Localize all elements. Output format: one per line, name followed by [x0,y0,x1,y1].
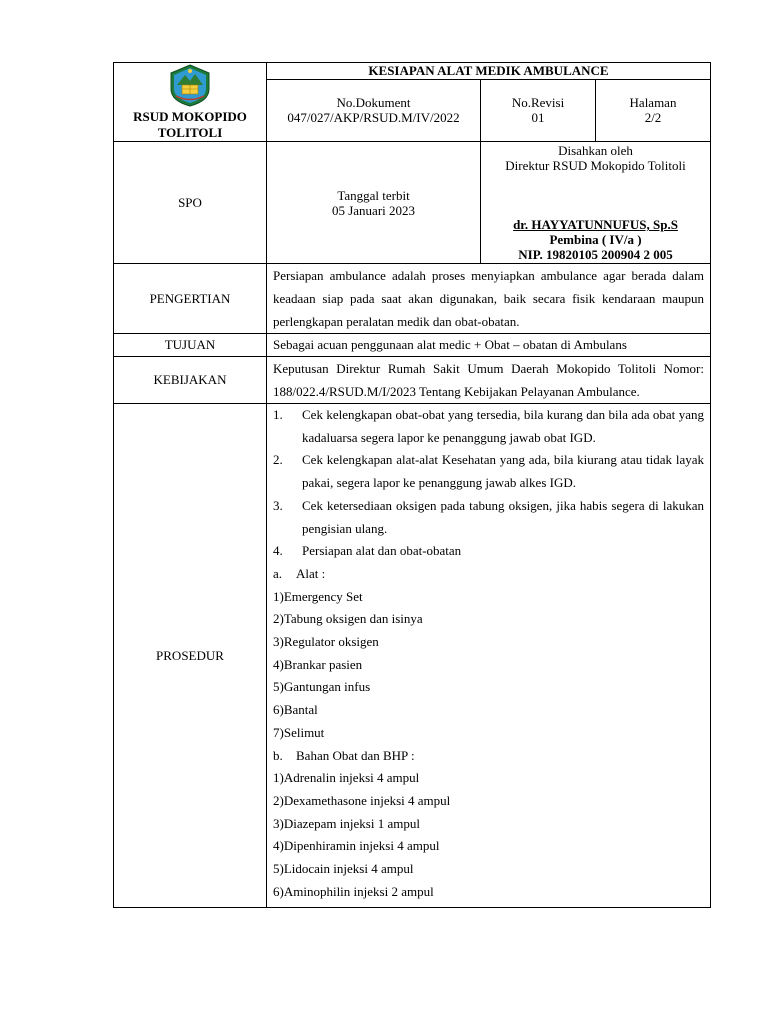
item-number: 2) [273,792,284,808]
procedure-step [273,540,704,903]
hospital-name: RSUD MOKOPIDO TOLITOLI [133,109,247,140]
list-item [273,631,704,654]
procedure-step [273,404,704,449]
step-number: 1. [273,407,283,422]
item-text: Dexamethasone injeksi 4 ampul [283,792,451,808]
item-text: Regulator oksigen [283,634,379,650]
document-number-label: No.Dokument [336,95,411,111]
step-number: 3. [273,497,283,513]
sub-item-label: Bahan Obat dan BHP : [296,747,415,763]
approver-title: Direktur RSUD Mokopido Tolitoli [505,158,686,173]
item-text: Bantal [283,702,318,718]
list-item [273,813,704,836]
spo-document [113,62,710,908]
tujuan-label: TUJUAN [114,334,267,357]
kebijakan-text: Keputusan Direktur Rumah Sakit Umum Daerah Mokopido Tolitoli Nomor: 188/022.4/RSUD.M/I/2023 Tentang Kebijakan Pelayanan Ambulance. [267,357,711,404]
item-number: 2) [273,611,284,627]
page-label: Halaman [629,95,677,111]
item-number: 4) [273,838,284,854]
item-text: Aminophilin injeksi 2 ampul [283,883,434,899]
step-number: 2. [273,452,283,468]
header-row [114,63,711,80]
list-item [273,586,704,609]
tujuan-text: Sebagai acuan penggunaan alat medic + Obat – obatan di Ambulans [267,334,711,357]
sub-list [273,563,704,904]
signer-rank: Pembina ( IV/a ) [549,232,642,247]
item-number: 1) [273,770,284,786]
document-number-value: 047/027/AKP/RSUD.M/IV/2022 [287,110,460,126]
step-text: Cek kelengkapan alat-alat Kesehatan yang ada, bila kiurang atau tidak layak pakai, segera lapor ke penanggung jawab alkes IGD. [302,452,704,491]
prosedur-label: PROSEDUR [114,404,267,908]
item-text: Tabung oksigen dan isinya [283,611,423,627]
procedure-step [273,449,704,494]
revision-label: No.Revisi [511,95,565,111]
pengertian-label: PENGERTIAN [114,264,267,334]
hospital-cell [114,63,267,142]
list-item [273,835,704,858]
document-number-cell [267,79,481,141]
item-text: Gantungan infus [283,679,371,695]
item-text: Diazepam injeksi 1 ampul [283,815,420,831]
approved-by-label: Disahkan oleh [558,143,633,158]
item-text: Lidocain injeksi 4 ampul [283,861,414,877]
sub-item-letter: b. [273,747,283,763]
issue-date-value: 05 Januari 2023 [331,202,416,218]
signer-nip: NIP. 19820105 200904 2 005 [518,247,673,262]
kebijakan-label: KEBIJAKAN [114,357,267,404]
item-number: 6) [273,702,284,718]
sub-item-letter: a. [273,565,283,581]
issue-date-cell [267,142,481,264]
pengertian-row [114,264,711,334]
step-number: 4. [273,543,283,559]
item-text: Adrenalin injeksi 4 ampul [283,770,420,786]
signer-name: dr. HAYYATUNNUFUS, Sp.S [513,217,678,232]
step-text: Persiapan alat dan obat-obatan [302,543,462,559]
procedure-list [273,404,704,903]
item-text: Emergency Set [283,588,363,604]
alat-list [273,586,704,745]
list-item [273,767,704,790]
prosedur-content [267,404,711,908]
item-number: 5) [273,861,284,877]
revision-cell [481,79,596,141]
pengertian-text: Persiapan ambulance adalah proses menyiapkan ambulance agar berada dalam keadaan siap pada saat akan digunakan, baik secara fisik kendaraan maupun perlengkapan peralatan medik dan obat-obatan. [267,264,711,334]
list-item [273,858,704,881]
item-number: 6) [273,883,284,899]
sub-item-alat [273,563,704,745]
list-item [273,608,704,631]
issue-date-label: Tanggal terbit [337,187,410,203]
item-text: Brankar pasien [283,656,363,672]
revision-value: 01 [531,110,545,126]
item-text: Dipenhiramin injeksi 4 ampul [283,838,440,854]
step-text: Cek kelengkapan obat-obat yang tersedia, bila kurang dan bila ada obat yang kadaluarsa segera lapor ke penanggung jawab obat IGD. [302,407,704,445]
prosedur-row [114,404,711,908]
tujuan-row [114,334,711,357]
sub-item-label: Alat : [296,565,326,581]
page-cell [596,79,711,141]
list-item [273,699,704,722]
step-text: Cek ketersediaan oksigen pada tabung oksigen, jika habis segera di lakukan pengisian ulang. [302,497,704,536]
item-number: 7) [273,724,284,740]
sub-item-bahan [273,745,704,904]
regional-emblem-icon [167,63,213,107]
document-title: KESIAPAN ALAT MEDIK AMBULANCE [267,63,711,80]
list-item [273,881,704,904]
list-item [273,722,704,745]
item-text: Selimut [283,724,325,740]
list-item [273,790,704,813]
item-number: 4) [273,656,284,672]
approval-cell [481,142,711,264]
bahan-list [273,767,704,903]
spo-row [114,142,711,264]
page-value: 2/2 [644,110,662,126]
item-number: 3) [273,815,284,831]
spo-label: SPO [114,142,267,264]
procedure-step [273,495,704,540]
kebijakan-row [114,357,711,404]
item-number: 1) [273,588,284,604]
list-item [273,654,704,677]
item-number: 3) [273,634,284,650]
item-number: 5) [273,679,284,695]
list-item [273,676,704,699]
spo-table [113,62,711,908]
